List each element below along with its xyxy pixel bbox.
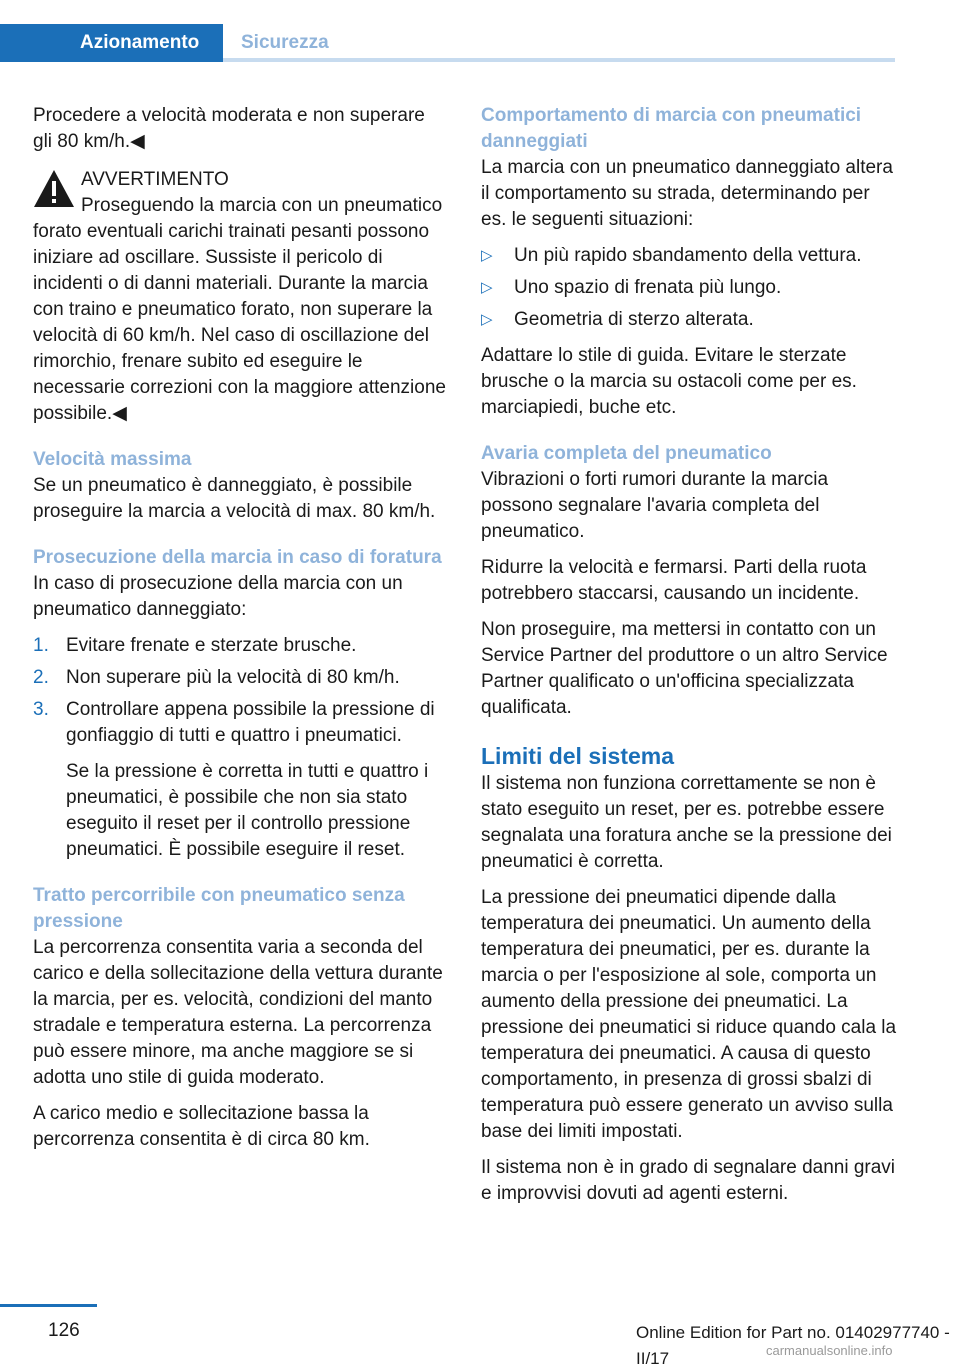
list-item [481, 307, 897, 333]
range-paragraph-2: A carico medio e sollecitazione bassa la percorrenza consentita è di circa 80 km. [33, 1103, 370, 1150]
step3-note: Se la pressione è corretta in tutti e quattro i pneumatici, è possibile che non sia stato eseguito il reset per il controllo pressione pneumatici. È possibile eseguire il reset. [66, 761, 429, 860]
triangle-bullet-icon: ▷ [481, 247, 493, 264]
failure-paragraph-2: Ridurre la velocità e fermarsi. Parti della ruota potrebbero staccarsi, causando un incidente. [481, 557, 867, 604]
bullet-text: Geometria di sterzo alterata. [514, 309, 754, 330]
heading-comportamento: Comportamento di marcia con pneumatici danneggiati [481, 105, 862, 152]
list-item [33, 633, 449, 659]
section-tratto-percorribile [33, 883, 449, 1153]
section-limiti [481, 741, 897, 1207]
bullet-text: Un più rapido sbandamento della vettura. [514, 245, 862, 266]
triangle-bullet-icon: ▷ [481, 279, 493, 296]
step-number: 1. [33, 635, 49, 656]
header-rule [223, 58, 895, 62]
bullet-text: Uno spazio di frenata più lungo. [514, 277, 782, 298]
page-number: 126 [48, 1320, 80, 1341]
continue-paragraph: In caso di prosecuzione della marcia con un pneumatico danneggiato: [33, 573, 403, 620]
warning-text: Proseguendo la marcia con un pneumatico forato eventuali carichi trainati pesanti possono iniziare ad oscillare. Sussiste il pericolo di incidenti o di danni materiali. Durante la marcia con traino e pneumatico forato, non superare la velocità di 60 km/h. Nel caso di oscillazione del rimorchio, frenare subito ed eseguire le necessarie correzioni con la maggiore attenzione possibile.◀ [33, 195, 446, 424]
page-header [0, 0, 960, 64]
section-velocita-massima [33, 447, 449, 525]
tab-sicurezza[interactable]: Sicurezza [241, 32, 329, 53]
heading-limiti-del-sistema: Limiti del sistema [481, 743, 675, 769]
limits-paragraph-1: Il sistema non funziona correttamente se non è stato eseguito un reset, per es. potrebbe essere segnalata una foratura anche se la pressione dei pneumatici è corretta. [481, 773, 892, 872]
list-item [33, 697, 449, 749]
step-number: 3. [33, 699, 49, 720]
section-prosecuzione [33, 545, 449, 863]
warning-icon [33, 169, 75, 209]
section-comportamento [481, 103, 897, 421]
warning-block [33, 167, 449, 427]
behavior-paragraph: La marcia con un pneumatico danneggiato altera il comportamento su strada, determinando per es. le seguenti situazioni: [481, 157, 893, 230]
section-avaria [481, 441, 897, 721]
warning-title: AVVERTIMENTO [81, 169, 229, 190]
limits-paragraph-2: La pressione dei pneumatici dipende dalla temperatura dei pneumatici. Un aumento della temperatura dei pneumatici, per es. durante la marcia o per l'esposizione al sole, comporta un aumento della pressione dei pneumatici. La pressione dei pneumatici si riduce quando cala la temperatura dei pneumatici. A causa di questo comportamento, in presenza di grossi sbalzi di temperatura può essere generato un avviso sulla base dei limiti impostati. [481, 887, 897, 1142]
heading-tratto-percorribile: Tratto percorribile con pneumatico senza pressione [33, 885, 405, 932]
step-text: Non superare più la velocità di 80 km/h. [66, 667, 400, 688]
effects-list [481, 243, 897, 333]
left-column [33, 103, 449, 1163]
footer-rule [0, 1304, 97, 1307]
triangle-bullet-icon: ▷ [481, 311, 493, 328]
edition-note: Online Edition for Part no. 01402977740 - II/17 [636, 1323, 950, 1368]
speed-paragraph: Se un pneumatico è danneggiato, è possibile proseguire la marcia a velocità di max. 80 km/h. [33, 475, 436, 522]
right-column [481, 103, 897, 1217]
steps-list [33, 633, 449, 749]
limits-paragraph-3: Il sistema non è in grado di segnalare danni gravi e improvvisi dovuti ad agenti esterni. [481, 1157, 896, 1204]
step-text: Evitare frenate e sterzate brusche. [66, 635, 357, 656]
list-item [481, 243, 897, 269]
tab-azionamento[interactable]: Azionamento [0, 24, 223, 62]
failure-paragraph-3: Non proseguire, ma mettersi in contatto con un Service Partner del produttore o un altro Service Partner qualificato o un'officina specializzata qualificata. [481, 619, 888, 718]
behavior-paragraph-2: Adattare lo stile di guida. Evitare le sterzate brusche o la marcia su ostacoli come per es. marciapiedi, buche etc. [481, 345, 857, 418]
failure-paragraph-1: Vibrazioni o forti rumori durante la marcia possono segnalare l'avaria completa del pneumatico. [481, 469, 829, 542]
heading-prosecuzione: Prosecuzione della marcia in caso di foratura [33, 547, 442, 568]
list-item [481, 275, 897, 301]
intro-paragraph: Procedere a velocità moderata e non superare gli 80 km/h.◀ [33, 105, 425, 152]
heading-avaria: Avaria completa del pneumatico [481, 443, 772, 464]
step-text: Controllare appena possibile la pressione di gonfiaggio di tutti e quattro i pneumatici. [66, 699, 435, 746]
range-paragraph-1: La percorrenza consentita varia a seconda del carico e della sollecitazione della vettura durante la marcia, per es. velocità, condizioni del manto stradale e temperatura esterna. La percorrenza può essere minore, ma anche maggiore se si adotta uno stile di guida moderato. [33, 937, 443, 1088]
watermark: carmanualsonline.info [766, 1343, 893, 1358]
step-number: 2. [33, 667, 49, 688]
list-item [33, 665, 449, 691]
heading-velocita-massima: Velocità massima [33, 449, 192, 470]
